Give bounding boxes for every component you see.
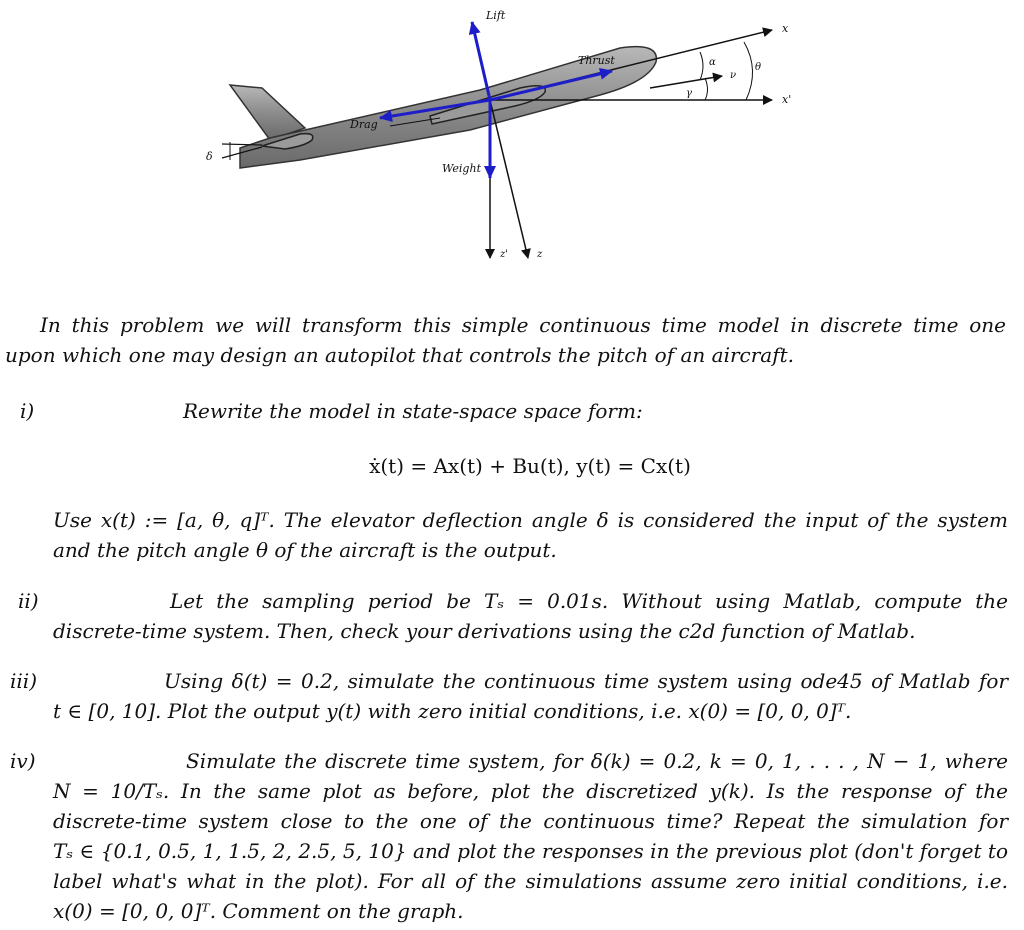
part-i-line-2: Use x(t) := [a, θ, q]ᵀ. The elevator deflection angle δ is considered the input of the system — [53, 508, 1008, 532]
part-i-number: i) — [20, 399, 35, 423]
part-i-line-1: Rewrite the model in state-space space form: — [183, 399, 643, 423]
nu-label: ν — [730, 70, 737, 81]
part-iv-line-6: x(0) = [0, 0, 0]ᵀ. Comment on the graph. — [53, 899, 464, 923]
theta-label: θ — [755, 62, 762, 73]
part-iii-number: iii) — [10, 669, 37, 693]
state-space-equation: ẋ(t) = Ax(t) + Bu(t), y(t) = Cx(t) — [369, 454, 691, 478]
lift-arrow — [472, 22, 490, 100]
part-iv-line-4: Tₛ ∈ {0.1, 0.5, 1, 1.5, 2, 2.5, 5, 10} and plot the responses in the previous plot (don't forget to — [53, 839, 1008, 863]
alpha-label: α — [709, 57, 716, 68]
tail-fin — [230, 85, 305, 140]
part-iv-number: iv) — [10, 749, 36, 773]
z-prime-axis-label: z' — [500, 249, 509, 260]
velocity-vector — [650, 76, 722, 88]
delta-label: δ — [206, 150, 213, 163]
gamma-label: γ — [686, 88, 692, 99]
x-axis-label: x — [782, 22, 789, 35]
part-iii-line-1: Using δ(t) = 0.2, simulate the continuous time system using ode45 of Matlab for — [164, 669, 1008, 693]
gamma-arc — [705, 78, 708, 100]
lift-label: Lift — [486, 9, 506, 22]
aircraft-diagram — [0, 0, 1024, 300]
part-ii-number: ii) — [18, 589, 39, 613]
part-iv-line-5: label what's what in the plot). For all of the simulations assume zero initial conditions, i.e. — [53, 869, 1008, 893]
drag-label: Drag — [350, 118, 378, 131]
alpha-arc — [700, 52, 703, 80]
part-i-line-3: and the pitch angle θ of the aircraft is the output. — [53, 538, 557, 562]
part-iv-line-3: discrete-time system close to the one of the continuous time? Repeat the simulation for — [53, 809, 1008, 833]
x-prime-axis-label: x' — [782, 93, 792, 106]
part-iii-line-2: t ∈ [0, 10]. Plot the output y(t) with zero initial conditions, i.e. x(0) = [0, 0, 0]ᵀ. — [53, 699, 852, 723]
part-ii-line-2: discrete-time system. Then, check your derivations using the c2d function of Matlab. — [53, 619, 916, 643]
weight-label: Weight — [442, 162, 481, 175]
theta-arc — [744, 42, 753, 100]
part-ii-line-1: Let the sampling period be Tₛ = 0.01s. Without using Matlab, compute the — [170, 589, 1008, 613]
part-iv-line-1: Simulate the discrete time system, for δ(k) = 0.2, k = 0, 1, . . . , N − 1, where — [186, 749, 1008, 773]
intro-line-2: upon which one may design an autopilot that controls the pitch of an aircraft. — [5, 343, 795, 367]
z-axis — [490, 100, 528, 258]
z-axis-label: z — [537, 249, 543, 260]
intro-line-1: In this problem we will transform this simple continuous time model in discrete time one — [40, 313, 1006, 337]
thrust-label: Thrust — [578, 54, 615, 67]
part-iv-line-2: N = 10/Tₛ. In the same plot as before, plot the discretized y(k). Is the response of the — [53, 779, 1008, 803]
